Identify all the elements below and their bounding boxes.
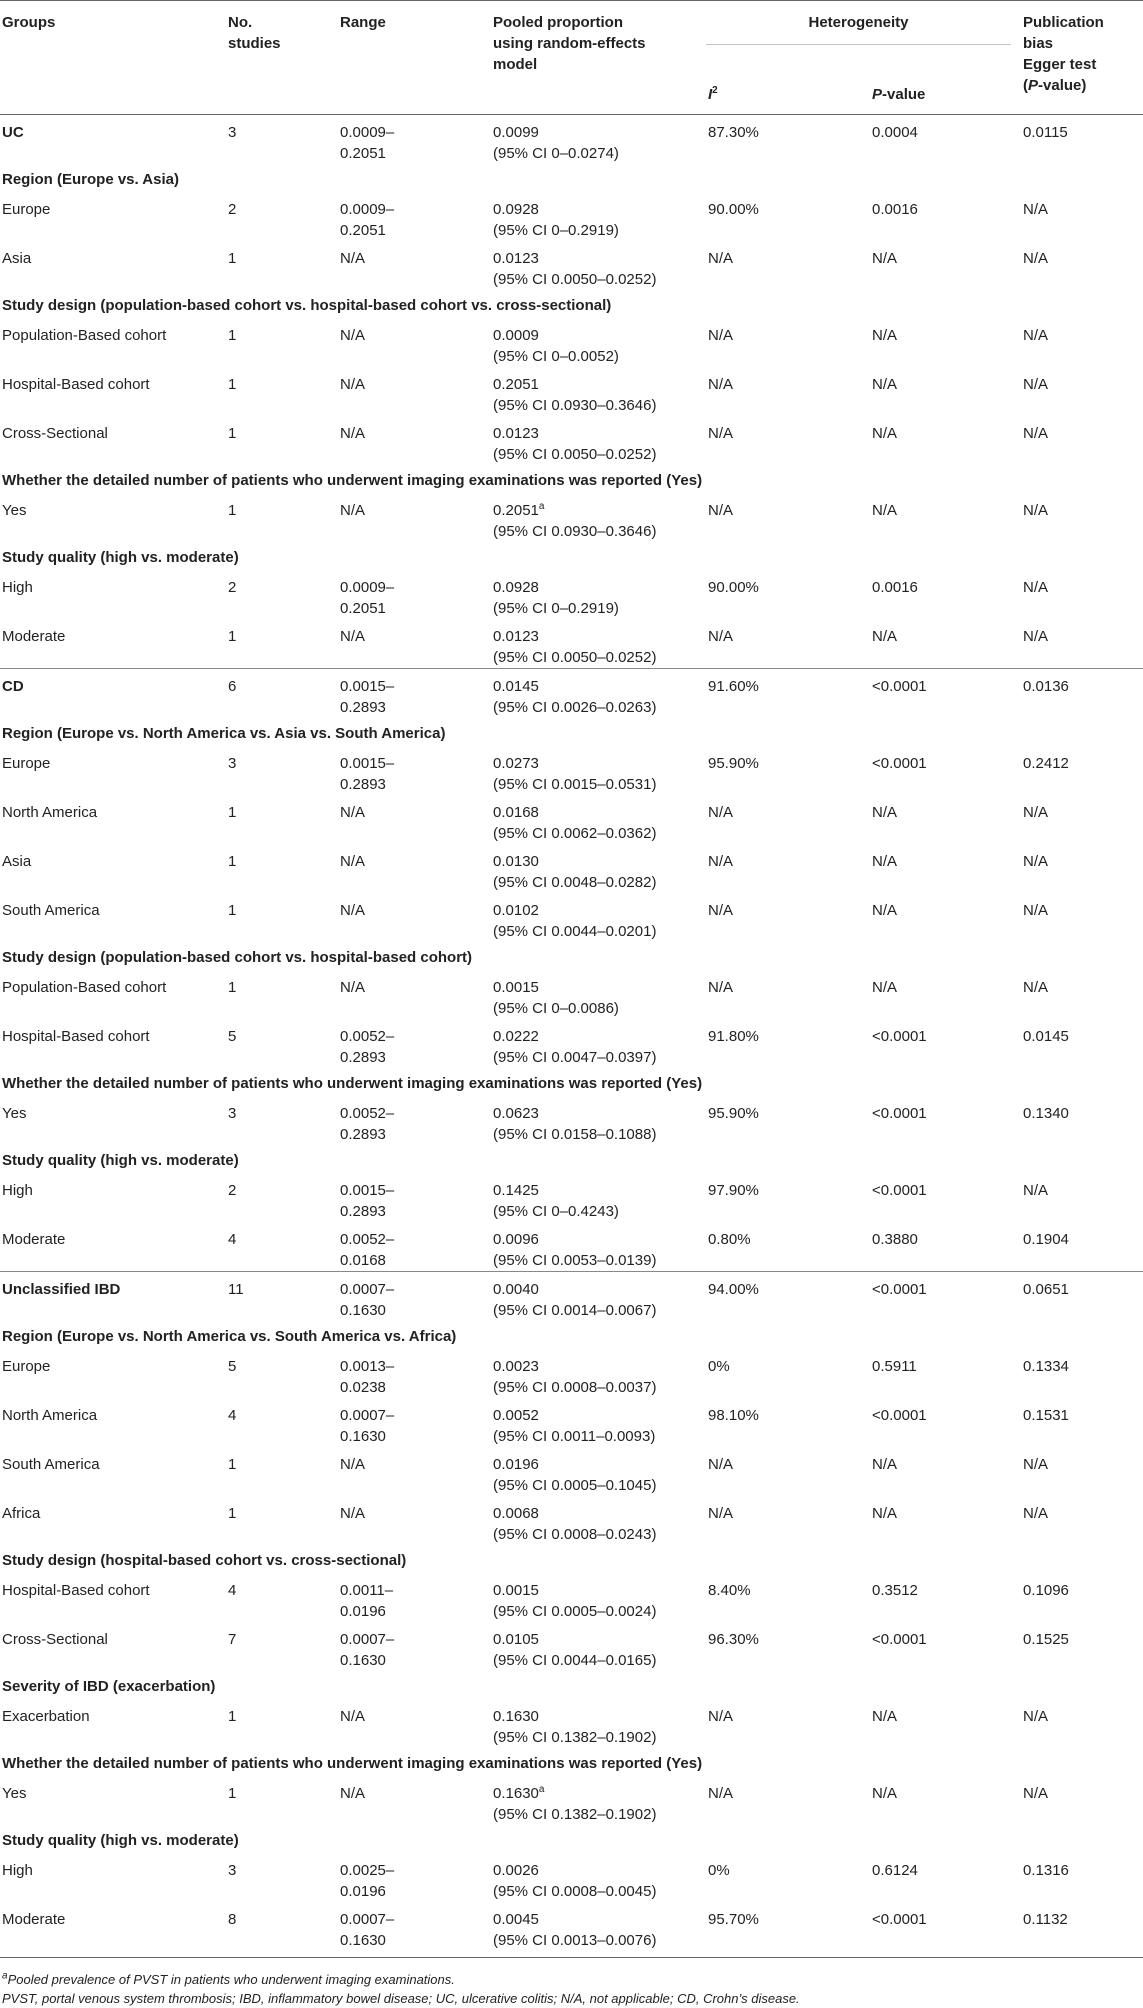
cell-egger: 0.2412 — [1023, 755, 1069, 772]
cell-i2: 91.60% — [706, 669, 870, 719]
cell-studies: 8 — [226, 1902, 338, 1958]
table-header — [0, 1, 1143, 115]
cell-pooled: 0.0068 (95% CI 0.0008–0.0243) — [493, 1505, 657, 1543]
subgroup-heading-row — [0, 1321, 1143, 1349]
cell-i2: 96.30% — [708, 1631, 759, 1648]
cell-egger: 0.0651 — [1021, 1272, 1143, 1322]
cell-p-value: 0.5911 — [872, 1358, 917, 1375]
subgroup-heading: Region (Europe vs. North America vs. Asia vs. South America) — [2, 725, 446, 742]
cell-egger: 0.1904 — [1023, 1231, 1069, 1248]
cell-i2: 0.80% — [708, 1231, 751, 1248]
cell-pooled: 0.0273 (95% CI 0.0015–0.0531) — [493, 755, 657, 793]
subgroup-heading-row — [0, 290, 1143, 318]
subgroup-heading: Study quality (high vs. moderate) — [2, 1832, 239, 1849]
cell-studies: 2 — [228, 201, 237, 218]
cell-pooled: 0.0099 (95% CI 0–0.0274) — [493, 124, 619, 162]
cell-range: 0.0009– 0.2051 — [340, 579, 395, 617]
subgroup-heading-row — [0, 718, 1143, 746]
cell-pooled: 0.0023 (95% CI 0.0008–0.0037) — [493, 1358, 657, 1396]
footnote-abbreviations: PVST, portal venous system thrombosis; IBD, inflammatory bowel disease; UC, ulcerative colitis; N/A, not applicable; CD, Crohn’s disease. — [2, 1991, 800, 2006]
table-row — [0, 619, 1143, 669]
cell-range: N/A — [340, 853, 366, 870]
table-row — [0, 1699, 1143, 1748]
cell-i2: N/A — [708, 628, 734, 645]
cell-range: 0.0052– 0.2893 — [340, 1105, 395, 1143]
subgroup-heading-row — [0, 164, 1143, 192]
cell-egger: 0.1316 — [1023, 1862, 1069, 1879]
cell-i2: N/A — [708, 804, 734, 821]
cell-range: N/A — [340, 979, 366, 996]
cell-group: Asia — [2, 853, 32, 870]
table-row — [0, 1496, 1143, 1545]
cell-p-value: N/A — [872, 902, 898, 919]
cell-egger: N/A — [1023, 502, 1049, 519]
cell-p-value: 0.0016 — [872, 201, 918, 218]
table-row — [0, 1349, 1143, 1398]
cell-i2: N/A — [708, 502, 734, 519]
subgroup-heading: Study quality (high vs. moderate) — [2, 549, 239, 566]
cell-pooled: 0.0196 (95% CI 0.0005–0.1045) — [493, 1456, 657, 1494]
subgroup-heading-row — [0, 1825, 1143, 1853]
cell-studies: 3 — [228, 1105, 237, 1122]
footnote-marker: a — [538, 1784, 545, 1795]
cell-egger: 0.1334 — [1023, 1358, 1069, 1375]
cell-pooled: 0.0102 (95% CI 0.0044–0.0201) — [493, 902, 657, 940]
cell-i2: 0% — [708, 1358, 730, 1375]
cell-p-value: <0.0001 — [872, 755, 927, 772]
cell-group: High — [2, 1182, 33, 1199]
cell-egger: N/A — [1023, 201, 1049, 218]
cell-range: N/A — [340, 425, 366, 442]
cell-group: Yes — [2, 502, 27, 519]
cell-i2: N/A — [708, 1708, 734, 1725]
cell-studies: 5 — [228, 1028, 237, 1045]
cell-p-value: <0.0001 — [872, 1182, 927, 1199]
header-groups: Groups — [2, 14, 56, 31]
cell-group: North America — [2, 804, 98, 821]
cell-i2: 97.90% — [708, 1182, 759, 1199]
cell-egger: 0.1531 — [1023, 1407, 1069, 1424]
cell-studies: 4 — [228, 1582, 237, 1599]
cell-group: North America — [2, 1407, 98, 1424]
cell-studies: 1 — [228, 1505, 237, 1522]
cell-range: 0.0052– 0.2893 — [340, 1028, 395, 1066]
cell-studies: 1 — [228, 804, 237, 821]
cell-pooled: 0.0222 (95% CI 0.0047–0.0397) — [493, 1028, 657, 1066]
header-i2: $I^2$ — [708, 84, 718, 103]
cell-p-value: 0.0016 — [872, 579, 918, 596]
cell-p-value: N/A — [872, 250, 898, 267]
cell-studies: 3 — [228, 755, 237, 772]
cell-egger: N/A — [1023, 804, 1049, 821]
cell-egger: N/A — [1023, 979, 1049, 996]
cell-range: 0.0007– 0.1630 — [340, 1631, 395, 1669]
cell-range: 0.0009– 0.2051 — [340, 201, 395, 239]
table-body — [0, 115, 1143, 1958]
cell-i2: N/A — [708, 1785, 734, 1802]
cell-group: Moderate — [2, 1231, 66, 1248]
footnote-marker: a — [538, 501, 545, 512]
cell-range: 0.0013– 0.0238 — [340, 1358, 395, 1396]
cell-p-value: <0.0001 — [872, 1105, 927, 1122]
header-heterogeneity: Heterogeneity — [706, 1, 1021, 77]
cell-studies: 1 — [228, 502, 237, 519]
cell-p-value: <0.0001 — [870, 669, 1021, 719]
table-row — [0, 192, 1143, 241]
cell-studies: 2 — [228, 579, 237, 596]
cell-i2: 0% — [708, 1862, 730, 1879]
cell-egger: N/A — [1023, 327, 1049, 344]
cell-egger: 0.1132 — [1021, 1902, 1143, 1958]
table-row — [0, 493, 1143, 542]
cell-range: N/A — [340, 502, 366, 519]
table-row — [0, 1776, 1143, 1825]
table-row — [0, 795, 1143, 844]
cell-egger: N/A — [1023, 1505, 1049, 1522]
cell-i2: N/A — [708, 425, 734, 442]
cell-i2: 87.30% — [708, 124, 759, 141]
cell-range: 0.0011– 0.0196 — [340, 1582, 394, 1620]
cell-studies: 4 — [228, 1407, 237, 1424]
table-row — [0, 844, 1143, 893]
table-row — [0, 416, 1143, 465]
cell-group: Population-Based cohort — [2, 979, 167, 996]
subgroup-heading-row — [0, 465, 1143, 493]
cell-p-value: 0.3512 — [872, 1582, 918, 1599]
cell-egger: N/A — [1023, 1785, 1049, 1802]
group-summary-row — [0, 1272, 1143, 1322]
cell-studies: 1 — [228, 628, 237, 645]
cell-range: 0.0015– 0.2893 — [340, 755, 395, 793]
cell-group: Yes — [2, 1105, 27, 1122]
cell-group: Cross-Sectional — [2, 1631, 108, 1648]
cell-i2: N/A — [708, 902, 734, 919]
subgroup-heading: Whether the detailed number of patients who underwent imaging examinations was reported (Yes) — [2, 1075, 703, 1092]
subgroup-heading-row — [0, 1748, 1143, 1776]
cell-p-value: N/A — [872, 1708, 898, 1725]
cell-pooled: 0.0623 (95% CI 0.0158–0.1088) — [493, 1105, 657, 1143]
table-row — [0, 1398, 1143, 1447]
cell-group: Hospital-Based cohort — [2, 1028, 150, 1045]
table-row — [0, 1902, 1143, 1958]
cell-pooled: 0.0123 (95% CI 0.0050–0.0252) — [493, 250, 657, 288]
cell-egger: N/A — [1023, 579, 1049, 596]
cell-egger: 0.0145 — [1023, 1028, 1069, 1045]
cell-range: N/A — [340, 902, 366, 919]
cell-studies: 6 — [226, 669, 338, 719]
subgroup-heading: Study design (hospital-based cohort vs. cross-sectional) — [2, 1552, 407, 1569]
cell-group: Yes — [2, 1785, 27, 1802]
cell-i2: 91.80% — [708, 1028, 759, 1045]
cell-group: High — [2, 1862, 33, 1879]
cell-group: South America — [2, 902, 100, 919]
subgroup-heading: Study quality (high vs. moderate) — [2, 1152, 239, 1169]
subgroup-heading-row — [0, 1545, 1143, 1573]
cell-i2: N/A — [708, 979, 734, 996]
subgroup-heading: Study design (population-based cohort vs. hospital-based cohort) — [2, 949, 473, 966]
cell-i2: N/A — [708, 1456, 734, 1473]
cell-p-value: <0.0001 — [872, 1028, 927, 1045]
cell-p-value: N/A — [872, 502, 898, 519]
cell-p-value: N/A — [872, 804, 898, 821]
cell-pooled: 0.2051 (95% CI 0.0930–0.3646) — [493, 376, 657, 414]
header-p-value: P-value — [872, 85, 926, 103]
table-row — [0, 970, 1143, 1019]
cell-pooled: 0.0130 (95% CI 0.0048–0.0282) — [493, 853, 657, 891]
subgroup-heading-row — [0, 1145, 1143, 1173]
cell-i2: N/A — [708, 1505, 734, 1522]
table-row — [0, 1019, 1143, 1068]
cell-group: Population-Based cohort — [2, 327, 167, 344]
subgroup-heading: Severity of IBD (exacerbation) — [2, 1678, 216, 1695]
cell-pooled: 0.0168 (95% CI 0.0062–0.0362) — [493, 804, 657, 842]
table-row — [0, 746, 1143, 795]
cell-p-value: N/A — [872, 1785, 898, 1802]
cell-egger: N/A — [1023, 425, 1049, 442]
cell-p-value: <0.0001 — [870, 1902, 1021, 1958]
cell-p-value: N/A — [872, 853, 898, 870]
cell-pooled: 0.1630 (95% CI 0.1382–0.1902) — [493, 1708, 657, 1746]
group-summary-row — [0, 115, 1143, 165]
cell-egger: 0.1096 — [1023, 1582, 1069, 1599]
cell-group: Moderate — [2, 628, 66, 645]
cell-i2: 95.70% — [706, 1902, 870, 1958]
cell-studies: 5 — [228, 1358, 237, 1375]
table-row — [0, 367, 1143, 416]
cell-p-value: N/A — [872, 628, 898, 645]
cell-range: N/A — [340, 1456, 366, 1473]
cell-pooled: 0.0015 (95% CI 0.0005–0.0024) — [493, 1582, 657, 1620]
table-row — [0, 318, 1143, 367]
cell-egger: N/A — [1023, 1708, 1049, 1725]
cell-egger: 0.1525 — [1023, 1631, 1069, 1648]
cell-range: N/A — [340, 376, 366, 393]
cell-range: N/A — [340, 1785, 366, 1802]
table-row — [0, 1622, 1143, 1671]
cell-range: N/A — [340, 1708, 366, 1725]
cell-p-value: N/A — [872, 327, 898, 344]
cell-studies: 1 — [228, 1785, 237, 1802]
subgroup-heading-row — [0, 1068, 1143, 1096]
cell-egger: 0.0136 — [1021, 669, 1143, 719]
cell-studies: 1 — [228, 1708, 237, 1725]
table-row — [0, 1573, 1143, 1622]
cell-p-value: N/A — [872, 979, 898, 996]
cell-group: Moderate — [0, 1902, 226, 1958]
cell-egger: N/A — [1023, 853, 1049, 870]
table-row — [0, 1096, 1143, 1145]
cell-studies: 1 — [228, 902, 237, 919]
cell-group: Africa — [2, 1505, 41, 1522]
cell-pooled: 0.0123 (95% CI 0.0050–0.0252) — [493, 425, 657, 463]
table-row — [0, 893, 1143, 942]
cell-studies: 7 — [228, 1631, 237, 1648]
subgroup-heading: Whether the detailed number of patients who underwent imaging examinations was reported (Yes) — [2, 1755, 703, 1772]
table-row — [0, 1173, 1143, 1222]
cell-studies: 2 — [228, 1182, 237, 1199]
cell-range: 0.0007– 0.1630 — [338, 1272, 491, 1322]
cell-i2: 95.90% — [708, 755, 759, 772]
cell-pooled: 0.0145 (95% CI 0.0026–0.0263) — [491, 669, 706, 719]
cell-pooled: 0.0015 (95% CI 0–0.0086) — [493, 979, 619, 1017]
cell-range: 0.0007– 0.1630 — [340, 1407, 395, 1445]
cell-group: Hospital-Based cohort — [2, 1582, 150, 1599]
cell-group: Hospital-Based cohort — [2, 376, 150, 393]
cell-group: South America — [2, 1456, 100, 1473]
cell-range: 0.0015– 0.2893 — [338, 669, 491, 719]
table-row — [0, 241, 1143, 290]
cell-p-value: 0.0004 — [872, 124, 918, 141]
cell-group: Exacerbation — [2, 1708, 90, 1725]
cell-egger: N/A — [1023, 902, 1049, 919]
cell-p-value: N/A — [872, 425, 898, 442]
cell-pooled: 0.0045 (95% CI 0.0013–0.0076) — [491, 1902, 706, 1958]
cell-i2: 95.90% — [708, 1105, 759, 1122]
cell-i2: 90.00% — [708, 579, 759, 596]
header-studies: No. studies — [228, 14, 281, 52]
table-row — [0, 1222, 1143, 1272]
cell-pooled: 0.0928 (95% CI 0–0.2919) — [493, 201, 619, 239]
cell-studies: 1 — [228, 376, 237, 393]
cell-i2: N/A — [708, 853, 734, 870]
footnotes — [0, 1958, 1143, 2008]
cell-range: 0.0015– 0.2893 — [340, 1182, 395, 1220]
cell-studies: 1 — [228, 1456, 237, 1473]
cell-pooled: 0.1630$^a$ (95% CI 0.1382–0.1902) — [493, 1784, 657, 1823]
cell-group: High — [2, 579, 33, 596]
subgroup-heading-row — [0, 942, 1143, 970]
subgroup-heading: Whether the detailed number of patients who underwent imaging examinations was reported (Yes) — [2, 472, 703, 489]
cell-i2: 94.00% — [706, 1272, 870, 1322]
cell-range: N/A — [340, 628, 366, 645]
cell-pooled: 0.0123 (95% CI 0.0050–0.0252) — [493, 628, 657, 666]
cell-studies: 3 — [228, 1862, 237, 1879]
cell-group: Cross-Sectional — [2, 425, 108, 442]
cell-egger: N/A — [1023, 628, 1049, 645]
cell-i2: N/A — [708, 327, 734, 344]
cell-egger: 0.0115 — [1023, 124, 1068, 141]
cell-pooled: 0.1425 (95% CI 0–0.4243) — [493, 1182, 619, 1220]
cell-group: Europe — [2, 755, 51, 772]
header-pooled: Pooled proportion using random-effects model — [493, 14, 646, 73]
header-publication-bias: Publication bias Egger test (P-value) — [1023, 14, 1104, 94]
cell-studies: 11 — [226, 1272, 338, 1322]
cell-p-value: N/A — [872, 376, 898, 393]
cell-range: N/A — [340, 250, 366, 267]
cell-p-value: N/A — [872, 1505, 898, 1522]
cell-p-value: <0.0001 — [872, 1631, 927, 1648]
table-row — [0, 1447, 1143, 1496]
cell-group: Europe — [2, 1358, 51, 1375]
cell-egger: N/A — [1023, 1456, 1049, 1473]
table-row — [0, 1853, 1143, 1902]
header-range: Range — [340, 14, 386, 31]
cell-studies: 1 — [228, 979, 237, 996]
cell-range: 0.0025– 0.0196 — [340, 1862, 395, 1900]
subgroup-heading-row — [0, 1671, 1143, 1699]
subgroup-heading: Study design (population-based cohort vs. hospital-based cohort vs. cross-sectional) — [2, 297, 612, 314]
footnote-a: $^a$Pooled prevalence of PVST in patients who underwent imaging examinations. — [2, 1970, 455, 1987]
cell-p-value: <0.0001 — [870, 1272, 1021, 1322]
subgroup-heading: Region (Europe vs. Asia) — [2, 171, 179, 188]
cell-range: N/A — [340, 804, 366, 821]
cell-p-value: N/A — [872, 1456, 898, 1473]
cell-pooled: 0.0096 (95% CI 0.0053–0.0139) — [493, 1231, 657, 1269]
cell-range: 0.0007– 0.1630 — [338, 1902, 491, 1958]
cell-p-value: 0.3880 — [872, 1231, 918, 1248]
cell-group: Europe — [2, 201, 51, 218]
cell-egger: N/A — [1023, 376, 1049, 393]
cell-pooled: 0.0040 (95% CI 0.0014–0.0067) — [491, 1272, 706, 1322]
table-row — [0, 570, 1143, 619]
cell-studies: 3 — [228, 124, 237, 141]
cell-egger: N/A — [1023, 1182, 1049, 1199]
cell-i2: 98.10% — [708, 1407, 759, 1424]
cell-range: 0.0052– 0.0168 — [340, 1231, 395, 1269]
cell-p-value: 0.6124 — [872, 1862, 918, 1879]
cell-pooled: 0.0105 (95% CI 0.0044–0.0165) — [493, 1631, 657, 1669]
group-summary-row — [0, 669, 1143, 719]
cell-egger: 0.1340 — [1023, 1105, 1069, 1122]
cell-studies: 1 — [228, 425, 237, 442]
cell-group: Asia — [2, 250, 32, 267]
subgroup-heading-row — [0, 542, 1143, 570]
cell-studies: 1 — [228, 250, 237, 267]
cell-group: UC — [2, 124, 24, 141]
cell-i2: N/A — [708, 376, 734, 393]
cell-studies: 4 — [228, 1231, 237, 1248]
cell-pooled: 0.0009 (95% CI 0–0.0052) — [493, 327, 619, 365]
cell-studies: 1 — [228, 853, 237, 870]
cell-group: CD — [0, 669, 226, 719]
cell-group: Unclassified IBD — [0, 1272, 226, 1322]
cell-pooled: 0.0026 (95% CI 0.0008–0.0045) — [493, 1862, 657, 1900]
cell-p-value: <0.0001 — [872, 1407, 927, 1424]
subgroup-heading: Region (Europe vs. North America vs. South America vs. Africa) — [2, 1328, 457, 1345]
cell-pooled: 0.0052 (95% CI 0.0011–0.0093) — [493, 1407, 656, 1445]
cell-range: N/A — [340, 1505, 366, 1522]
cell-egger: N/A — [1023, 250, 1049, 267]
cell-range: N/A — [340, 327, 366, 344]
cell-i2: 90.00% — [708, 201, 759, 218]
cell-range: 0.0009– 0.2051 — [340, 124, 395, 162]
cell-pooled: 0.0928 (95% CI 0–0.2919) — [493, 579, 619, 617]
cell-studies: 1 — [228, 327, 237, 344]
cell-pooled: 0.2051$^a$ (95% CI 0.0930–0.3646) — [493, 501, 657, 540]
cell-i2: 8.40% — [708, 1582, 751, 1599]
cell-i2: N/A — [708, 250, 734, 267]
